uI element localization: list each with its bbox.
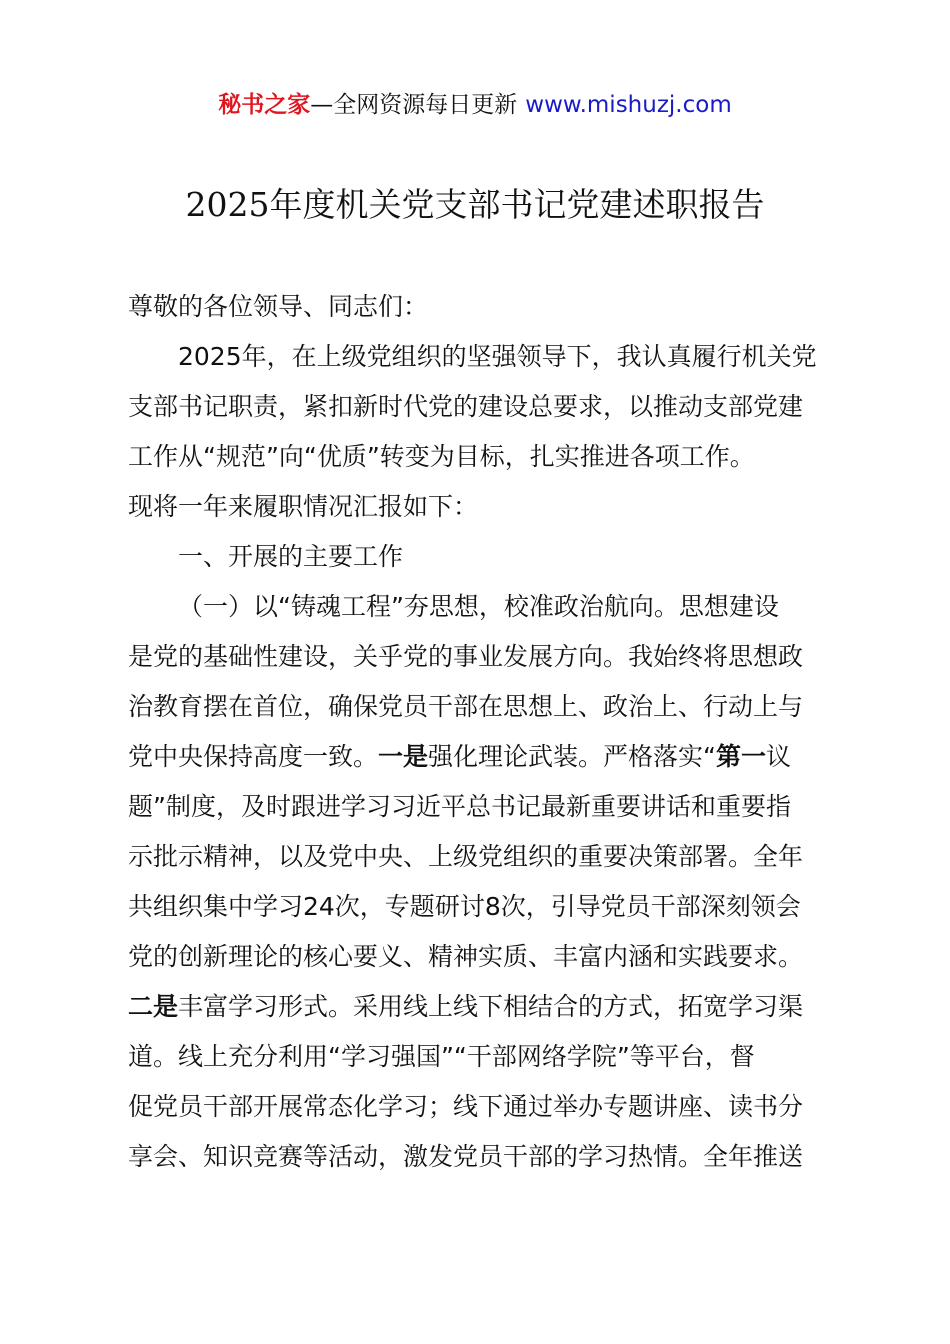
paragraph-line: 党的创新理论的核心要义、精神实质、丰富内涵和实践要求。 [128,942,804,971]
site-brand: 秘书之家 [218,92,311,118]
bold-lead-second: 二是 [128,992,179,1021]
paragraph-line: 现将一年来履职情况汇报如下： [128,492,479,521]
bold-lead-first: 一是 [378,742,429,771]
paragraph-line: 是党的基础性建设，关乎党的事业发展方向。我始终将思想政 [128,642,804,671]
paragraph-line: 促党员干部开展常态化学习；线下通过举办专题讲座、读书分 [128,1092,804,1121]
line-text: 党中央保持高度一致。 [128,742,379,771]
document-body [128,282,832,1182]
paragraph-line: 题”制度，及时跟进学习习近平总书记最新重要讲话和重要指 [128,792,791,821]
section-heading: 一、开展的主要工作 [178,542,404,571]
paragraph-line: 共组织集中学习24次，专题研讨8次，引导党员干部深刻领会 [128,892,801,921]
paragraph-line: 2025年，在上级党组织的坚强领导下，我认真履行机关党 [178,342,817,371]
paragraph-line: 示批示精神，以及党中央、上级党组织的重要决策部署。全年 [128,842,804,871]
paragraph-line: 工作从“规范”向“优质”转变为目标，扎实推进各项工作。 [128,442,755,471]
paragraph-line: 享会、知识竞赛等活动，激发党员干部的学习热情。全年推送 [128,1142,804,1171]
line-text: 强化理论武装。严格落实“ [428,742,716,771]
site-url-link[interactable]: www.mishuzj.com [525,92,732,118]
paragraph-line: 治教育摆在首位，确保党员干部在思想上、政治上、行动上与 [128,692,804,721]
subsection-heading-line: （一）以“铸魂工程”夯思想，校准政治航向。思想建设 [178,592,779,621]
line-text: 丰富学习形式。采用线上线下相结合的方式，拓宽学习渠 [178,992,804,1021]
salutation: 尊敬的各位领导、同志们： [128,292,429,321]
paragraph-line: 道。线上充分利用“学习强国”“干部网络学院”等平台，督 [128,1042,755,1071]
paragraph-line [128,732,832,782]
site-slogan: —全网资源每日更新 [310,92,518,118]
site-header [0,88,950,122]
bold-phrase: 第一 [715,742,766,771]
paragraph-line: 支部书记职责，紧扣新时代党的建设总要求，以推动支部党建 [128,392,804,421]
line-text: 议 [766,742,792,771]
document-title: 2025年度机关党支部书记党建述职报告 [185,185,765,224]
paragraph-line [128,982,832,1032]
